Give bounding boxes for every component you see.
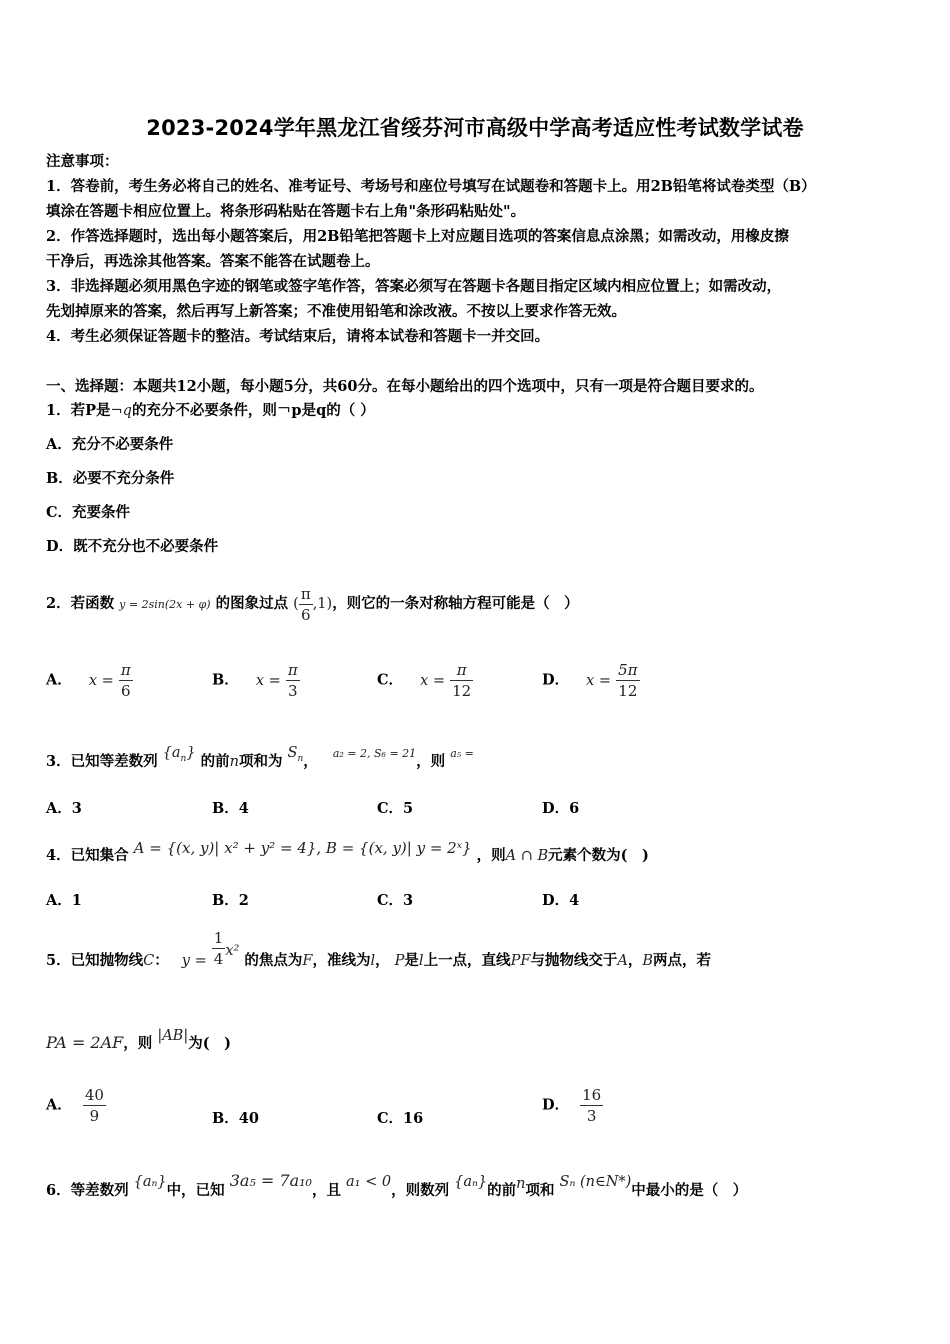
q2-option-c [377, 660, 473, 701]
q5-text: ，准线为 [312, 952, 371, 969]
notice-line: 2．作答选择题时，选出每小题答案后，用2B铅笔把答题卡上对应题目选项的答案信息点涂黑；如需改动，用橡皮擦 [46, 228, 789, 245]
notice-line: 先划掉原来的答案，然后再写上新答案；不准使用铅笔和涂改液。不按以上要求作答无效。 [46, 303, 626, 320]
q5-colon: ： [154, 952, 169, 969]
question-2 [46, 584, 579, 625]
question-1 [46, 401, 375, 421]
fraction-num: π [120, 661, 131, 679]
q3-text: 的前 [200, 753, 230, 770]
q2-point-den: 6 [300, 606, 311, 624]
q6-text: ，且 [311, 1182, 341, 1199]
fraction-den: 3 [586, 1107, 597, 1125]
q3-comma: ， [303, 753, 318, 770]
notice-line: 1．答卷前，考生务必将自己的姓名、准考证号、考场号和座位号填写在试题卷和答题卡上。用2B铅笔将试卷类型（B） [46, 178, 816, 195]
option-label: A． [46, 1096, 72, 1114]
option-fraction [286, 660, 300, 701]
q5-B: B [642, 953, 654, 969]
q1-option-a: A．充分不必要条件 [46, 436, 174, 453]
option-fraction [616, 660, 639, 701]
q3-seq-open: {a [162, 745, 181, 761]
q2-point-fraction [299, 584, 313, 625]
q5-text: 上一点，直线 [423, 952, 511, 969]
q6-n: n [516, 1176, 526, 1192]
notice-heading: 注意事项： [46, 153, 119, 170]
q5-l2: l [418, 953, 424, 969]
q4-sets: A = {(x, y)| x² + y² = 4}, B = {(x, y)| y = 2ˣ} [133, 839, 472, 857]
q5-A: A [617, 953, 628, 969]
q3-text2: 项和为 [238, 753, 283, 770]
q6-suffix: 中最小的是（ ） [631, 1182, 748, 1199]
q3-option-b: B．4 [212, 800, 249, 817]
notice-line: 填涂在答题卡相应位置上。将条形码粘贴在答题卡右上角"条形码粘贴处"。 [46, 203, 526, 220]
q4-intersection: A ∩ B [505, 848, 549, 864]
q6-text: 项和 [525, 1182, 555, 1199]
notice-line: 4．考生必须保证答题卡的整洁。考试结束后，请将本试卷和答题卡一并交回。 [46, 328, 550, 345]
q1-option-d: D．既不充分也不必要条件 [46, 538, 219, 555]
q1-option-c: C．充要条件 [46, 504, 131, 521]
q1-text: 的充分不必要条件，则￢p是q的（ ） [131, 402, 375, 419]
q5-condition: PA = 2AF [46, 1033, 124, 1052]
q3-option-a: A．3 [46, 800, 82, 817]
fraction-num: 40 [84, 1086, 104, 1104]
q5-prefix: 5．已知抛物线 [46, 952, 144, 969]
option-label: D． [542, 671, 570, 689]
question-5-cont [46, 1028, 231, 1054]
q5-l: l [370, 953, 376, 969]
q6-text: 的前 [487, 1182, 517, 1199]
q1-math: ¬q [110, 403, 132, 419]
question-5 [46, 930, 711, 992]
option-fraction [580, 1085, 603, 1126]
q5-den: 4 [213, 950, 224, 968]
q5-suffix: 为( ) [188, 1035, 231, 1052]
q1-option-b: B．必要不充分条件 [46, 470, 175, 487]
q4-suffix: 元素个数为( ) [548, 847, 649, 864]
q2-option-a [46, 660, 133, 701]
option-fraction [119, 660, 133, 701]
q3-n: n [229, 754, 239, 770]
option-label: B． [212, 671, 239, 689]
q2-suffix: ，则它的一条对称轴方程可能是（ ） [332, 595, 579, 612]
q5-text: ， [627, 952, 643, 969]
fraction-num: 5π [618, 661, 638, 679]
q3-sequence [162, 745, 196, 764]
q4-option-d: D．4 [542, 892, 580, 909]
q5-PF: PF [510, 953, 531, 969]
q4-option-a: A．1 [46, 892, 82, 909]
q3-prefix: 3．已知等差数列 [46, 753, 158, 770]
q3-S: S [287, 745, 298, 761]
q5-option-b: B．40 [212, 1110, 259, 1127]
q3-option-d: D．6 [542, 800, 580, 817]
q4-option-b: B．2 [212, 892, 249, 909]
fraction-den: 6 [120, 682, 131, 700]
q1-prefix: 1．若P是 [46, 402, 111, 419]
q5-C: C [143, 953, 155, 969]
q5-text: 的焦点为 [244, 952, 303, 969]
q3-condition: a₂ = 2, S₆ = 21 [332, 747, 417, 760]
q6-sequence: {aₙ} [133, 1174, 167, 1190]
fraction-num: π [287, 661, 298, 679]
q3-option-c: C．5 [377, 800, 414, 817]
q5-option-d [542, 1085, 603, 1126]
q2-point-open: ( [293, 596, 299, 612]
q5-fraction [212, 928, 226, 969]
q5-AB: |AB| [157, 1028, 189, 1044]
fraction-den: 12 [618, 682, 638, 700]
option-lhs: x = [420, 672, 446, 689]
q5-num: 1 [213, 929, 224, 947]
q5-text: 两点，若 [653, 952, 712, 969]
exam-title: 2023-2024学年黑龙江省绥芬河市高级中学高考适应性考试数学试卷 [146, 116, 804, 140]
q5-text: 与抛物线交于 [530, 952, 618, 969]
section-heading: 一、选择题：本题共12小题，每小题5分，共60分。在每小题给出的四个选项中，只有一项是符合题目要求的。 [46, 378, 764, 395]
q5-option-c: C．16 [377, 1110, 424, 1127]
notice-line: 3．非选择题必须用黑色字迹的钢笔或签字笔作答，答案必须写在答题卡各题目指定区域内相应位置上；如需改动， [46, 278, 782, 295]
q2-point-num: π [300, 585, 311, 603]
q5-lhs: y = [181, 953, 207, 969]
option-label: C． [377, 671, 404, 689]
fraction-num: π [450, 660, 473, 681]
q5-P: P [394, 953, 405, 969]
option-lhs: x = [586, 672, 612, 689]
q2-text: 的图象过点 [215, 595, 289, 612]
q6-condition1: 3a₅ = 7a₁₀ [229, 1171, 312, 1190]
q2-option-d [542, 660, 640, 701]
fraction-num: 16 [582, 1086, 602, 1104]
q2-prefix: 2．若函数 [46, 595, 115, 612]
q5-text: 是 [404, 952, 419, 969]
q5-text: ， [375, 952, 390, 969]
q5-rhs: x² [225, 943, 240, 959]
q5-F: F [302, 953, 313, 969]
option-lhs: x = [88, 672, 114, 689]
q6-sequence2: {aₙ} [454, 1174, 488, 1190]
q3-S-sub: n [297, 753, 304, 764]
q6-prefix: 6．等差数列 [46, 1182, 129, 1199]
q2-function: y = 2sin(2x + φ) [119, 598, 211, 611]
q3-suffix: ，则 [416, 753, 446, 770]
q2-option-b [212, 660, 300, 701]
fraction-den: 12 [452, 682, 472, 700]
question-6 [46, 1171, 748, 1201]
q5-text: ，则 [123, 1035, 153, 1052]
q3-a5: a₅ = [450, 747, 474, 760]
q6-condition2: a₁ < 0 [346, 1174, 392, 1190]
q6-text: ，则数列 [391, 1182, 450, 1199]
q3-sum [287, 745, 304, 764]
option-label: A． [46, 671, 72, 689]
q2-point-close: ,1) [312, 596, 333, 612]
q3-seq-close: } [186, 745, 196, 761]
notice-line: 干净后，再选涂其他答案。答案不能答在试题卷上。 [46, 253, 380, 270]
option-label: D． [542, 1096, 570, 1114]
q5-option-a [46, 1085, 106, 1126]
option-fraction [83, 1085, 106, 1126]
q6-Sn: Sₙ (n∈N*) [559, 1174, 632, 1190]
question-3 [46, 745, 474, 778]
q6-text: 中，已知 [166, 1182, 225, 1199]
q4-text: ，则 [476, 847, 506, 864]
q4-option-c: C．3 [377, 892, 414, 909]
option-fraction [450, 660, 473, 701]
fraction-den: 9 [89, 1107, 100, 1125]
fraction-den: 3 [287, 682, 298, 700]
option-lhs: x = [255, 672, 281, 689]
q3-seq-sub: n [180, 753, 187, 764]
question-4 [46, 839, 649, 866]
q4-prefix: 4．已知集合 [46, 847, 129, 864]
